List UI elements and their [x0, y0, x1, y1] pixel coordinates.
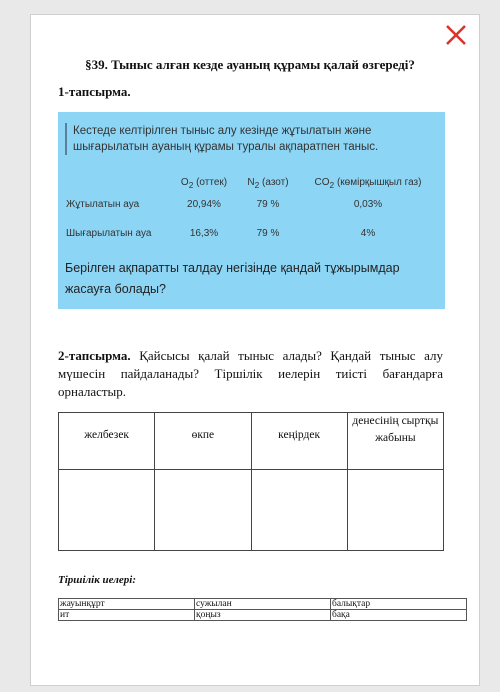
- organism-cell: қоңыз: [195, 610, 331, 621]
- row-label: Шығарылатын ауа: [66, 228, 152, 239]
- cell-o2: 20,94%: [187, 199, 221, 210]
- cell-co2: 4%: [360, 228, 376, 239]
- organ-answer-row: [59, 470, 444, 551]
- table-header-row: [66, 176, 438, 190]
- cell-o2: 16,3%: [189, 228, 219, 239]
- analysis-question: Берілген ақпаратты талдау негізінде қандай тұжырымдар жасауға болады?: [65, 261, 400, 296]
- organisms-row: [59, 599, 467, 610]
- column-lungs: өкпе: [155, 413, 251, 470]
- task1-heading: 1-тапсырма.: [58, 84, 131, 99]
- task2-text: Қайсысы қалай тыныс алады? Қандай тыныс алу мүшесін пайдаланады? Тіршілік иелерін тиісті бағандарға орналастыр.: [58, 348, 443, 399]
- organism-cell: жауынқұрт: [59, 599, 195, 610]
- cell-co2: 0,03%: [353, 199, 383, 210]
- table-row-inhaled: [66, 190, 438, 219]
- air-composition-panel: [58, 112, 445, 309]
- answer-cell[interactable]: [155, 470, 251, 551]
- organ-header-row: [59, 413, 444, 470]
- close-icon: [445, 24, 467, 46]
- column-body-surface: денесінің сыртқы жабыны: [347, 413, 443, 470]
- cell-n2: 79 %: [256, 199, 280, 210]
- close-button[interactable]: [445, 24, 467, 46]
- respiration-organ-table: [58, 412, 444, 551]
- header-empty-cell: [66, 176, 170, 190]
- organisms-table: [58, 598, 467, 621]
- header-n2: $N_2$ (азот): [247, 176, 289, 190]
- column-trachea: кеңірдек: [251, 413, 347, 470]
- organism-cell: ит: [59, 610, 195, 621]
- row-label: Жұтылатын ауа: [66, 199, 140, 210]
- header-o2: $O_2$ (оттек): [180, 176, 228, 190]
- answer-cell[interactable]: [59, 470, 155, 551]
- air-composition-intro: Кестеде келтірілген тыныс алу кезінде жұтылатын және шығарылатын ауаның құрамы туралы ақпаратпен таныс.: [65, 123, 435, 155]
- table-row-exhaled: [66, 219, 438, 248]
- answer-cell[interactable]: [347, 470, 443, 551]
- header-co2: $CO_2$ (көмірқышқыл газ): [314, 176, 422, 190]
- column-gills: желбезек: [59, 413, 155, 470]
- answer-cell[interactable]: [251, 470, 347, 551]
- cell-n2: 79 %: [256, 228, 280, 239]
- task2-heading: 2-тапсырма.: [58, 348, 131, 363]
- page-title: §39. Тыныс алған кезде ауаның құрамы қалай өзгереді?: [85, 57, 415, 72]
- task2-instructions: [58, 347, 443, 401]
- organisms-row: [59, 610, 467, 621]
- organism-cell: сужылан: [195, 599, 331, 610]
- organism-cell: балықтар: [331, 599, 467, 610]
- air-composition-table: [66, 176, 438, 248]
- organisms-title: Тіршілік иелері:: [58, 574, 136, 586]
- organism-cell: бақа: [331, 610, 467, 621]
